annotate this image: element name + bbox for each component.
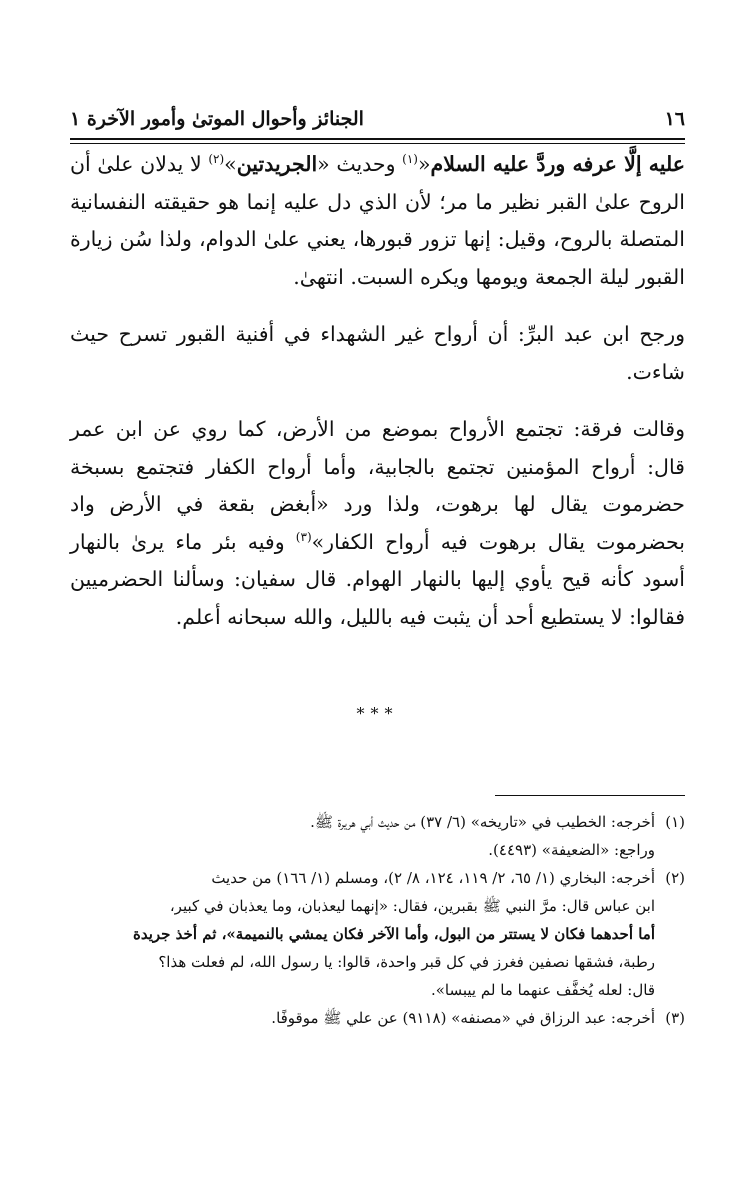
footnote-1: (١) أخرجه: الخطيب في «تاريخه» (٦/ ٣٧) من حديث أبي هريرة ﷺ. وراجع: «الضعيفة» (٤٤٩٣). xyxy=(70,808,685,864)
page-number: ١٦ xyxy=(664,108,685,130)
book-page xyxy=(70,0,685,1182)
footnote-2: (٢) أخرجه: البخاري (١/ ٦٥، ٢/ ١١٩، ١٢٤، ٨/ ٢)، ومسلم (١/ ١٦٦) من حديث ابن عباس قال: مرَّ النبي ﷺ بقبرين، فقال: «إنهما ليعذبان، وما يعذبان في كبير، أما أحدهما فكان لا يستتر من البول، وأما الآخر فكان يمشي بالنميمة»، ثم أخذ جريدة رطبة، فشقها نصفين فغرز في كل قبر واحدة، قالوا: يا رسول الله، لم فعلت هذا؟ قال: لعله يُخفَّف عنهما ما لم ييبسا». xyxy=(70,864,685,1004)
section-separator: *** xyxy=(356,704,399,723)
footnote-rule xyxy=(495,795,685,796)
footnote-3: (٣) أخرجه: عبد الرزاق في «مصنفه» (٩١١٨) عن علي ﷺ موقوفًا. xyxy=(70,1004,685,1032)
paragraph-2: ورجح ابن عبد البرِّ: أن أرواح غير الشهداء في أفنية القبور تسرح حيث شاءت. xyxy=(70,322,685,384)
footnote-ref-1[interactable]: (١) xyxy=(402,152,418,167)
footnote-ref-3[interactable]: (٣) xyxy=(295,529,312,544)
running-title: الجنائز وأحوال الموتىٰ وأمور الآخرة ١ xyxy=(70,108,364,130)
header-rule xyxy=(70,138,685,140)
footnote-ref-2[interactable]: (٢) xyxy=(208,152,225,167)
footnote-number: (٢) xyxy=(665,869,685,887)
footnote-number: (٣) xyxy=(665,1009,685,1027)
hadith-quote: عليه إلَّا عرفه وردَّ عليه السلام xyxy=(430,152,685,176)
footnotes xyxy=(70,808,685,1032)
header-rule-thin xyxy=(70,143,685,144)
paragraph-3: وقالت فرقة: تجتمع الأرواح بموضع من الأرض، كما روي عن ابن عمر قال: أرواح المؤمنين تجتمع بالجابية، وأما أرواح الكفار فتجتمع بسبخة حضرموت يقال لها برهوت، ولذا ورد «أبغض بقعة في الأرض واد بحضرموت يقال برهوت فيه أرواح الكفار»$^{(٣)}$ وفيه بئر ماء يرىٰ بالنهار أسود كأنه قيح يأوي إليها بالنهار الهوام. قال سفيان: وسألنا الحضرميين فقالوا: لا يستطيع أحد أن يثبت فيه بالليل، والله سبحانه أعلم. xyxy=(70,417,685,629)
footnote-number: (١) xyxy=(665,813,685,831)
main-text xyxy=(70,146,685,636)
paragraph-1: عليه إلَّا عرفه وردَّ عليه السلام«$^{(١)}$ وحديث «الجريدتين»$^{(٢)}$ لا يدلان علىٰ أن الروح علىٰ القبر نظير ما مر؛ لأن الذي دل عليه إنما هو حقيقته النفسانية المتصلة بالروح، وقيل: إنها تزور قبورها، يعني علىٰ الدوام، ولذا سُن زيارة القبور ليلة الجمعة ويومها ويكره السبت. انتهىٰ. xyxy=(70,152,685,289)
hadith-title: الجريدتين xyxy=(236,152,318,176)
running-header xyxy=(70,96,685,130)
